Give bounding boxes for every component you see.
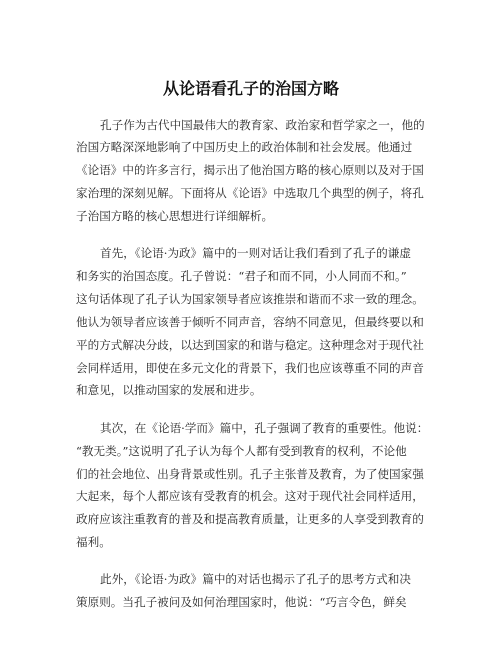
paragraph-line: 平的方式解决分歧，以达到国家的和谐与稳定。这种理念对于现代社 (76, 338, 424, 352)
paragraph-line: 他认为领导者应该善于倾听不同声音，容纳不同意见，但最终要以和 (76, 315, 424, 329)
paragraph-line: 首先，《论语·为政》篇中的一则对话让我们看到了孔子的谦虚 (100, 246, 411, 260)
paragraph-line: 大起来，每个人都应该有受教育的机会。这对于现代社会同样适用， (76, 489, 424, 503)
paragraph-line: 孔子作为古代中国最伟大的教育家、政治家和哲学家之一，他的 (100, 118, 425, 132)
paragraph-line: 《论语》中的许多言行，揭示出了他治国方略的核心原则以及对于国 (76, 163, 424, 177)
paragraph-line: 们的社会地位、出身背景或性别。孔子主张普及教育，为了使国家强 (76, 467, 424, 481)
paragraph-line: 策原则。当孔子被问及如何治理国家时，他说：“巧言令色，鲜矣 (76, 595, 407, 609)
paragraph-line: 政府应该注重教育的普及和提高教育质量，让更多的人享受到教育的 (76, 512, 424, 526)
paragraph-line: 会同样适用，即使在多元文化的背景下，我们也应该尊重不同的声音 (76, 361, 424, 375)
paragraph-line: 福利。 (76, 535, 111, 549)
paragraph-line: 和务实的治国态度。孔子曾说：“君子和而不同，小人同而不和。” (76, 269, 407, 283)
paragraph-line: “教无类。”这说明了孔子认为每个人都有受到教育的权利，不论他 (76, 444, 407, 458)
document-title: 从论语看孔子的治国方略 (162, 79, 339, 98)
paragraph-line: 这句话体现了孔子认为国家领导者应该推崇和谐而不求一致的理念。 (76, 292, 424, 306)
paragraph-line: 此外，《论语·为政》篇中的对话也揭示了孔子的思考方式和决 (100, 572, 411, 586)
paragraph-line: 治国方略深深地影响了中国历史上的政治体制和社会发展。他通过 (76, 140, 413, 154)
paragraph-line: 和意见，以推动国家的发展和进步。 (76, 383, 262, 397)
paragraph-line: 其次，在《论语·学而》篇中，孔子强调了教育的重要性。他说： (100, 421, 429, 435)
paragraph-line: 家治理的深刻见解。下面将从《论语》中选取几个典型的例子，将孔 (76, 186, 424, 200)
paragraph-line: 子治国方略的核心思想进行详细解析。 (76, 209, 274, 223)
